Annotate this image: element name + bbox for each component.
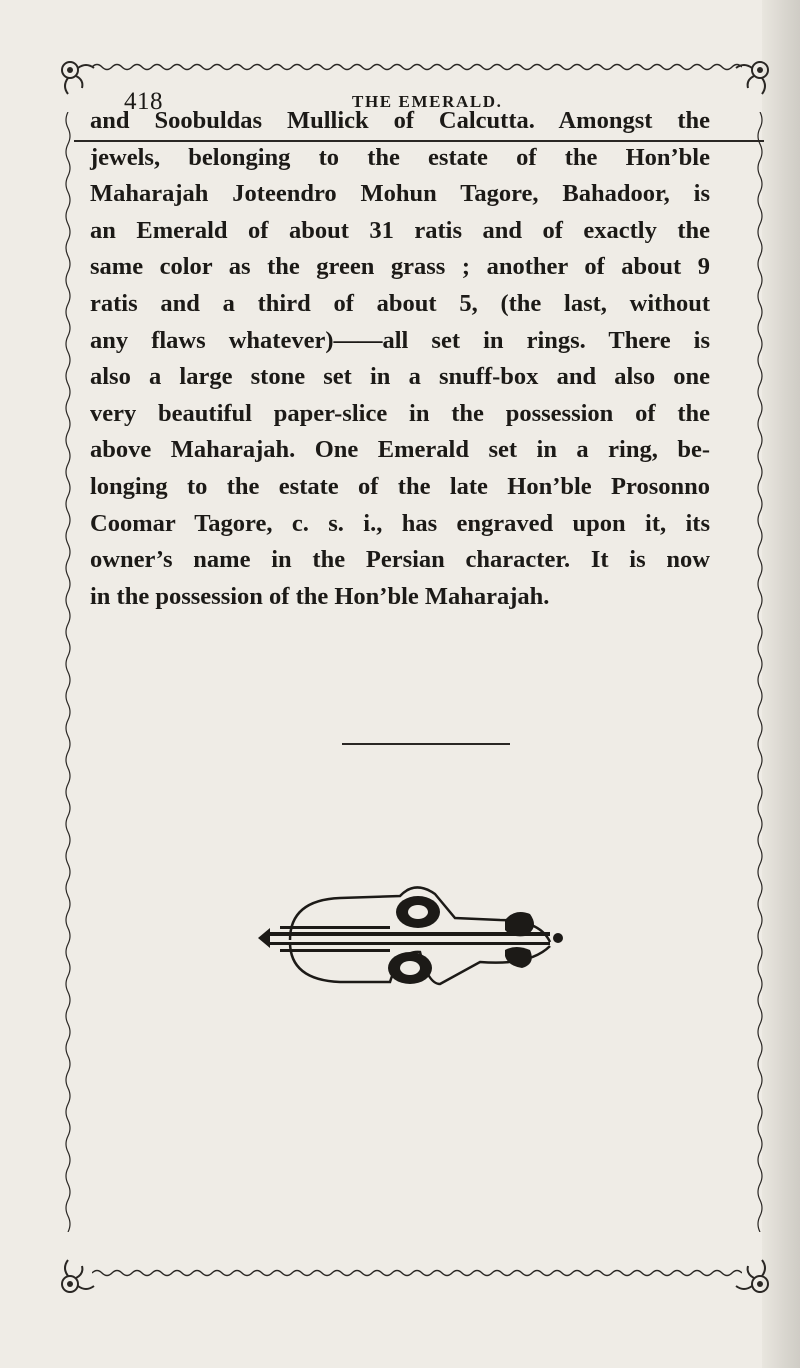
wavy-border-right-icon xyxy=(754,112,766,1232)
floral-corner-bottom-left-icon xyxy=(58,1252,102,1296)
text-line: and Soobuldas Mullick of Calcutta. Amongst the xyxy=(90,107,710,134)
page-edge xyxy=(762,0,800,1368)
page-number: 418 xyxy=(124,88,163,115)
text-line: longing to the estate of the late Hon’ble Prosonno xyxy=(90,472,710,500)
text-line: very beautiful paper-slice in the possession of the xyxy=(90,399,710,427)
wavy-border-bottom-icon xyxy=(92,1266,742,1280)
wavy-border-left-icon xyxy=(62,112,74,1232)
text-line: above Maharajah. One Emerald set in a ring, be- xyxy=(90,436,710,464)
section-rule xyxy=(342,743,510,745)
text-line: in the possession of the Hon’ble Maharajah. xyxy=(90,582,550,610)
text-line: same color as the green grass ; another of about 9 xyxy=(90,253,710,281)
text-line: Maharajah Joteendro Mohun Tagore, Bahadoor, is xyxy=(90,180,710,208)
body-paragraph xyxy=(90,103,710,615)
text-line: jewels, belonging to the estate of the Hon’ble xyxy=(90,143,710,171)
text-line: also a large stone set in a snuff-box and also one xyxy=(90,363,710,391)
text-line: any flaws whatever)——all set in rings. There is xyxy=(90,326,710,354)
text-line: an Emerald of about 31 ratis and of exactly the xyxy=(90,216,710,244)
text-line: owner’s name in the Persian character. It is now xyxy=(90,546,710,574)
text-line: ratis and a third of about 5, (the last, without xyxy=(90,289,710,317)
text-line: Coomar Tagore, c. s. i., has engraved upon it, its xyxy=(90,509,710,537)
running-head: THE EMERALD. xyxy=(352,92,503,111)
ornamental-tailpiece-icon xyxy=(250,880,570,995)
floral-corner-bottom-right-icon xyxy=(728,1252,772,1296)
